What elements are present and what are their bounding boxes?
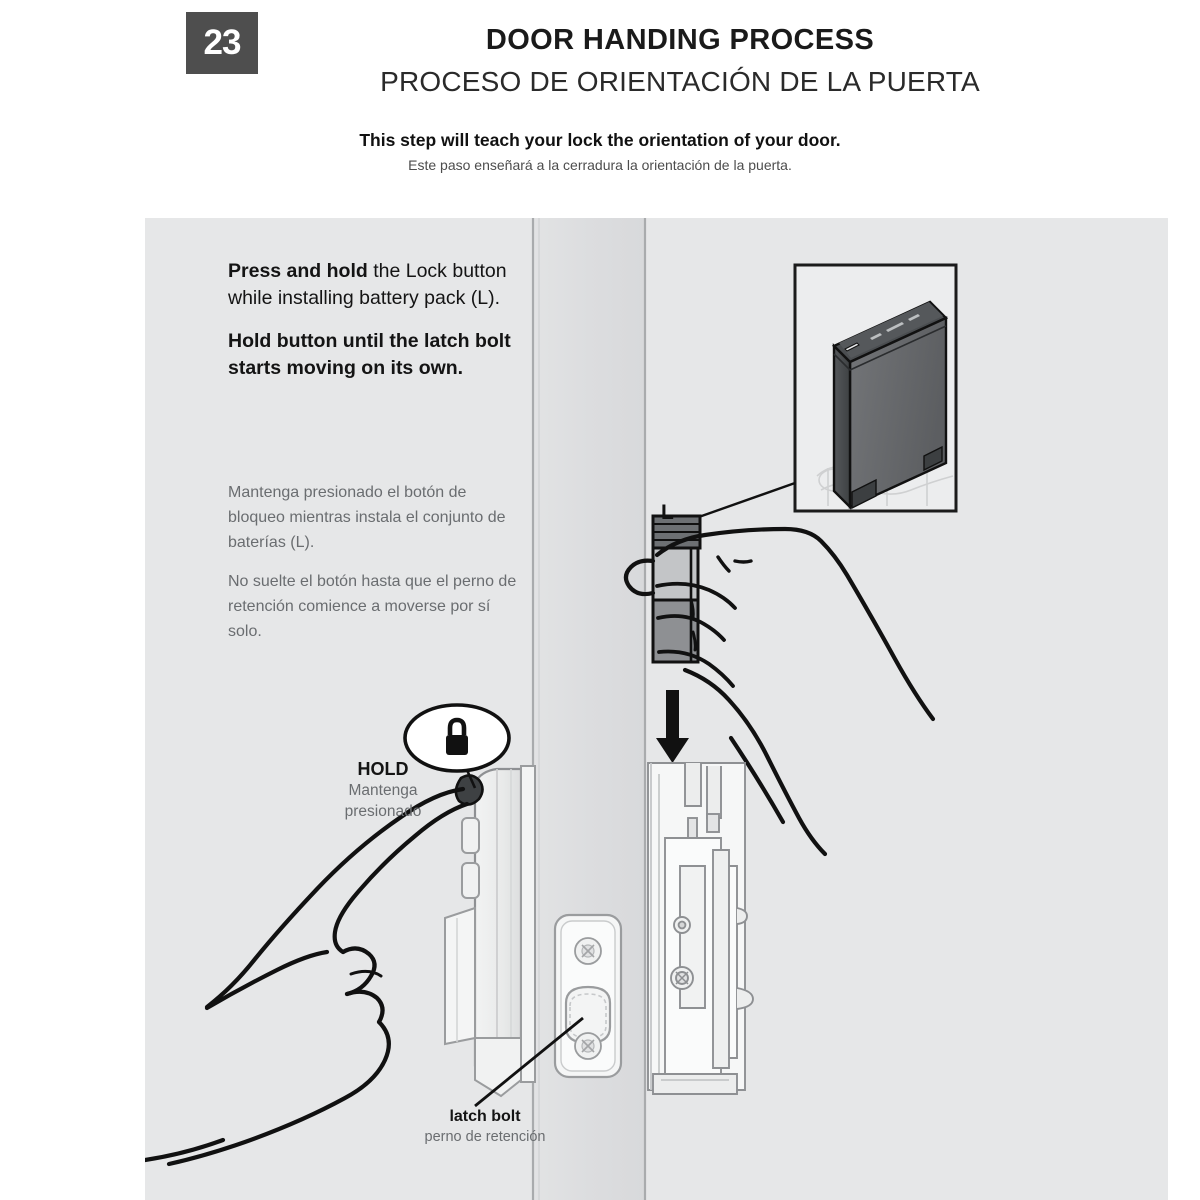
down-arrow-icon	[656, 690, 689, 763]
instruction-es-1: Mantenga presionado el botón de bloqueo mientras instala el conjunto de baterías (L).	[228, 484, 506, 551]
latch-bolt-faceplate	[555, 915, 621, 1077]
page-subtitle-spanish: Este paso enseñará a la cerradura la orientación de la puerta.	[408, 157, 792, 173]
hold-callout-spanish: Mantenga presionado	[344, 782, 422, 820]
page-title-english: DOOR HANDING PROCESS	[485, 24, 875, 56]
latch-bolt-callout-spanish: perno de retención	[424, 1129, 546, 1145]
instruction-en-2	[228, 328, 518, 382]
instruction-en-2-bold: Hold button until the latch bolt starts moving on its own.	[228, 330, 511, 379]
instruction-en-1	[228, 258, 518, 312]
page-subtitle-english: This step will teach your lock the orientation of your door.	[359, 130, 841, 150]
exterior-lock-body	[445, 766, 535, 1096]
battery-pack-inset	[696, 265, 956, 518]
hold-callout-english: HOLD	[357, 759, 409, 779]
instruction-text-spanish	[228, 480, 518, 658]
instruction-en-1-rest: the Lock button while installing battery pack (L).	[228, 260, 507, 309]
interior-lock-assembly	[648, 763, 753, 1094]
diagram-panel	[145, 218, 1168, 1200]
page-title-spanish: PROCESO DE ORIENTACIÓN DE LA PUERTA	[380, 66, 980, 97]
instruction-es-2: No suelte el botón hasta que el perno de retención comience a moverse por sí solo.	[228, 573, 517, 640]
instruction-en-1-bold: Press and hold	[228, 260, 368, 282]
page-header	[0, 0, 1200, 200]
step-number-badge: 23	[186, 12, 258, 74]
hold-callout	[318, 758, 448, 822]
latch-bolt-callout-english: latch bolt	[449, 1108, 521, 1125]
instruction-text-english	[228, 258, 518, 398]
battery-pack-letter-label: L	[661, 501, 674, 524]
latch-bolt-callout	[415, 1106, 555, 1147]
